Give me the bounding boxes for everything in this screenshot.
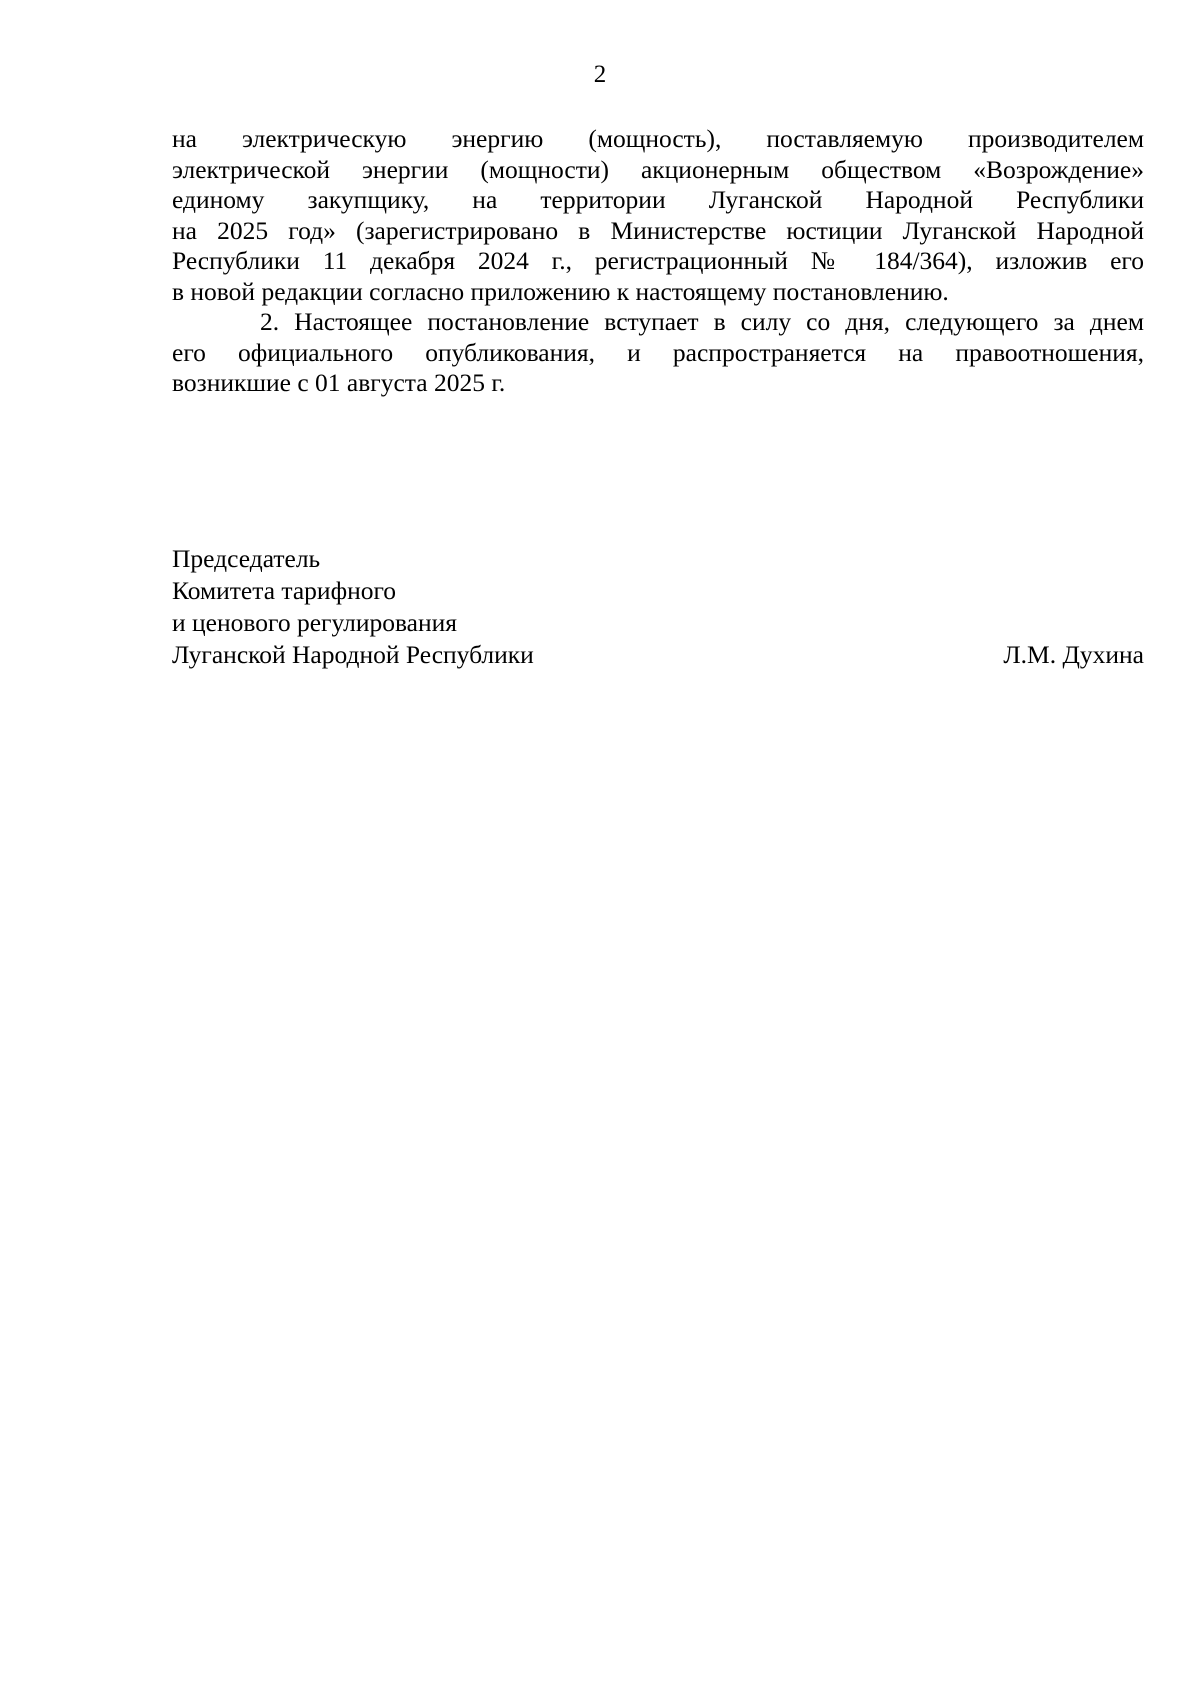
paragraph-2-line: 2. Настоящее постановление вступает в силу со дня, следующего за днем [260,307,1144,336]
paragraph-1-line: электрической энергии (мощности) акционерным обществом «Возрождение» [172,154,1144,184]
paragraph-1 [172,124,1144,307]
paragraph-1-line: в новой редакции согласно приложению к настоящему постановлению. [172,276,949,306]
signatory-position-line: Луганской Народной Республики [172,640,534,669]
signature-row [172,639,1144,671]
signatory-name: Л.М. Духина [1003,640,1144,669]
signature-block [172,543,1144,671]
paragraph-1-line: на 2025 год» (зарегистрировано в Министерстве юстиции Луганской Народной [172,215,1144,245]
paragraph-2 [172,307,1144,399]
paragraph-1-line: Республики 11 декабря 2024 г., регистрационный № 184/364), изложив его [172,246,1144,275]
signatory-position-line: Председатель [172,544,321,573]
paragraph-1-line: на электрическую энергию (мощность), поставляемую производителем [172,124,1144,153]
signatory-position-line: и ценового регулирования [172,608,458,637]
signatory-position-line: Комитета тарифного [172,576,397,605]
paragraph-2-line: возникшие с 01 августа 2025 г. [172,368,506,397]
page-number: 2 [593,61,607,88]
paragraph-2-line: его официального опубликования, и распространяется на правоотношения, [172,337,1144,367]
paragraph-1-line: единому закупщику, на территории Луганской Народной Республики [172,185,1144,214]
